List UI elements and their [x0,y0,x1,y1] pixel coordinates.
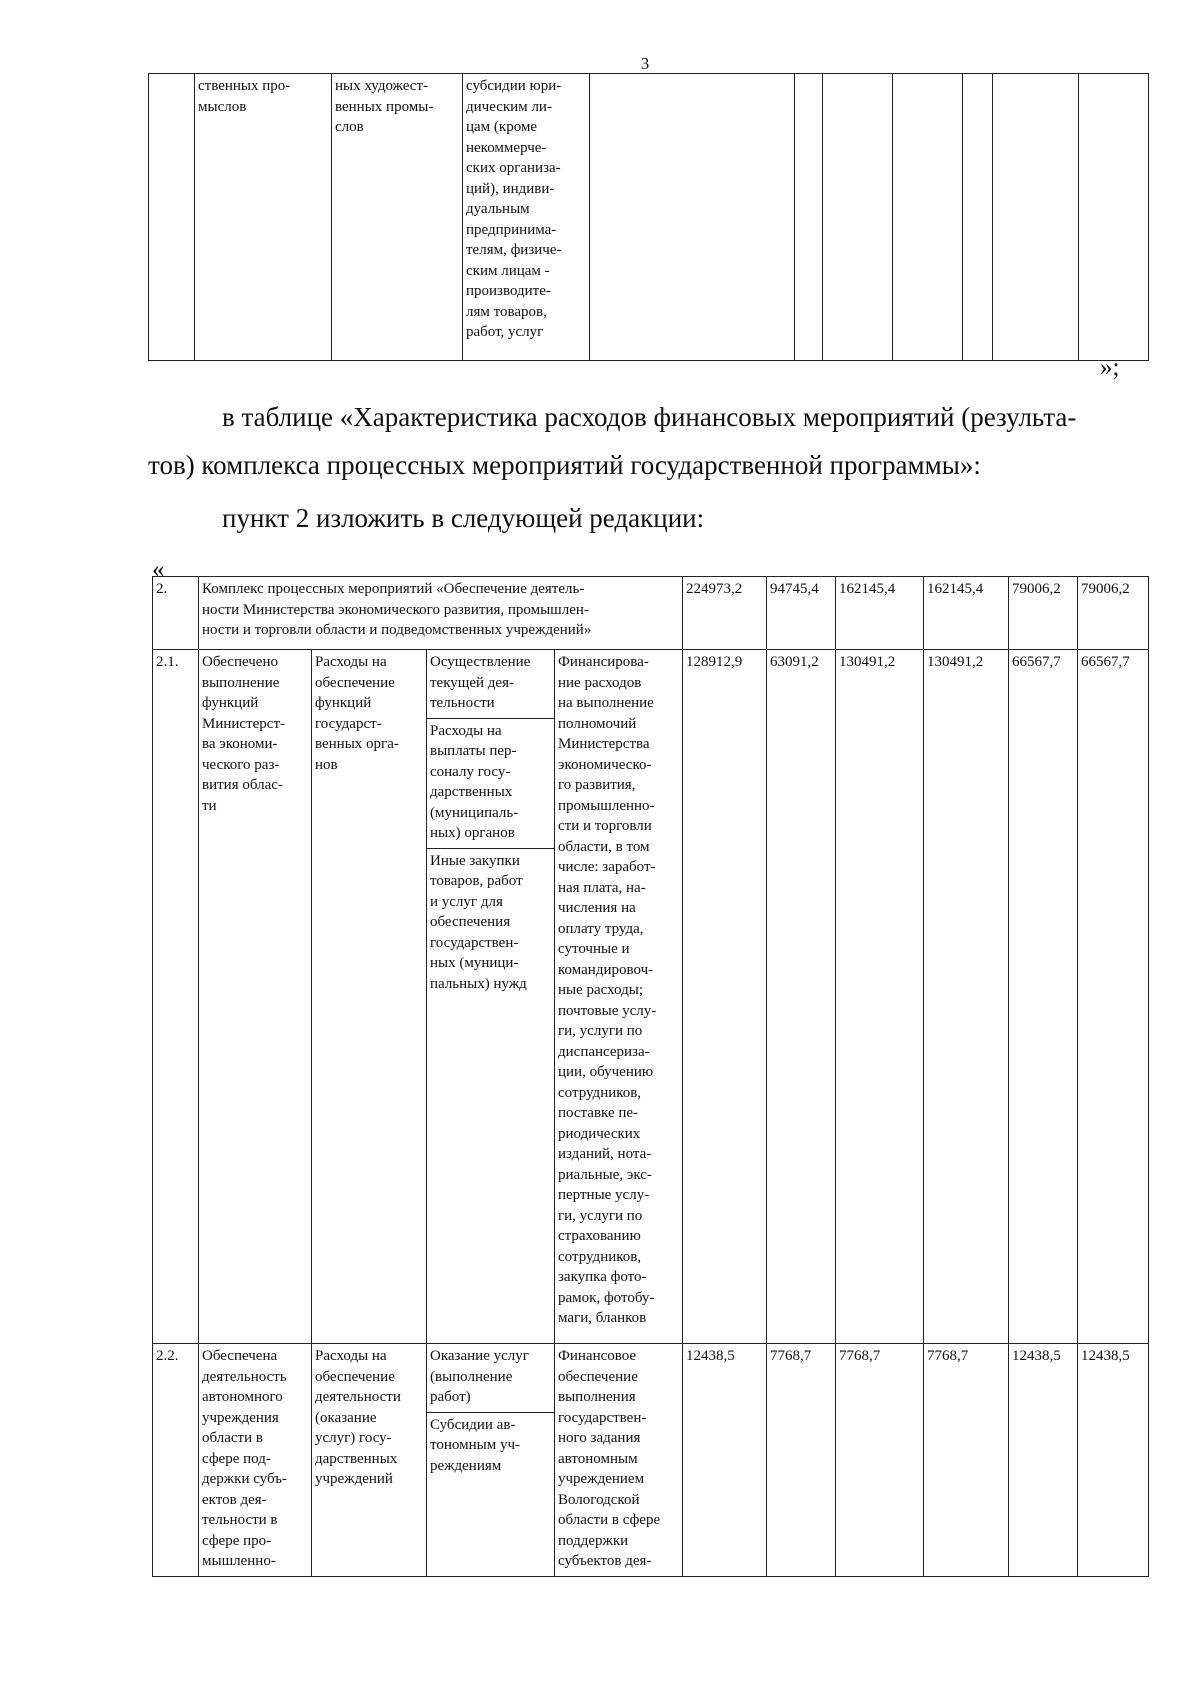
measure-sub-1: Расходы на выплаты пер- соналу госу- дарственных (муниципаль- ных) органов [427,718,554,844]
value-cell: 79006,2 [1009,577,1078,650]
expenses-table [152,576,1149,1577]
top-table-cell-2: ных художест- венных промы- слов [332,74,463,361]
table-row-2-2 [153,1344,1149,1577]
top-table-cell-3: субсидии юри- дическим ли- цам (кроме некоммерче- ских организа- ций), индиви- дуальным предпринима- телям, физиче- ским лицам - производите- лям товаров, работ, услуг [463,74,590,361]
row-number: 2.2. [153,1344,199,1577]
row-number: 2. [153,577,199,650]
value-cell: 63091,2 [767,650,836,1344]
row-number: 2.1. [153,650,199,1344]
value-cell: 94745,4 [767,577,836,650]
value-cell: 7768,7 [767,1344,836,1577]
value-cell: 12438,5 [1009,1344,1078,1577]
value-cell: 130491,2 [924,650,1009,1344]
value-cell: 130491,2 [836,650,924,1344]
top-table-cell-1: ственных про- мыслов [195,74,332,361]
table-row-2 [153,577,1149,650]
measure-text: Осуществление текущей дея- тельности [430,654,531,711]
table-row-2-1 [153,650,1149,1344]
opening-quote: « [152,556,165,583]
top-table [148,73,1149,361]
paragraph-1: в таблице «Характеристика расходов финансовых мероприятий (результа- [222,402,1077,432]
expense-type-cell: Расходы на обеспечение деятельности (оказание услуг) госу- дарственных учреждений [312,1344,427,1577]
top-table-cell-empty [893,74,963,361]
top-table-row [149,74,1149,361]
top-table-cell-empty [823,74,893,361]
value-cell: 162145,4 [836,577,924,650]
value-cell: 7768,7 [836,1344,924,1577]
measure-cell [427,650,555,1344]
value-cell: 12438,5 [1078,1344,1149,1577]
value-cell: 162145,4 [924,577,1009,650]
value-cell: 224973,2 [683,577,767,650]
top-table-cell-empty [149,74,195,361]
description-cell: Финансовое обеспечение выполнения государствен- ного задания автономным учреждением Вологодской области в сфере поддержки субъектов дея- [555,1344,683,1577]
top-table-cell-empty [963,74,993,361]
measure-cell [427,1344,555,1577]
expense-type-cell: Расходы на обеспечение функций государст- венных орга- нов [312,650,427,1344]
top-table-cell-empty [993,74,1079,361]
measure-sub-2: Иные закупки товаров, работ и услуг для обеспечения государствен- ных (муници- пальных) нужд [427,848,554,995]
top-table-cell-empty [1079,74,1149,361]
paragraph-2: тов) комплекса процессных мероприятий государственной программы»: [148,450,981,480]
value-cell: 66567,7 [1078,650,1149,1344]
value-cell: 12438,5 [683,1344,767,1577]
value-cell: 66567,7 [1009,650,1078,1344]
result-cell: Обеспечена деятельность автономного учреждения области в сфере под- держки субъ- ектов дея- тельности в сфере про- мышленно- [199,1344,312,1577]
page-number: 3 [640,54,650,73]
measure-sub-1: Субсидии ав- тономным уч- реждениям [427,1412,554,1477]
value-cell: 7768,7 [924,1344,1009,1577]
measure-text: Оказание услуг (выполнение работ) [430,1348,529,1405]
top-table-cell-empty [590,74,795,361]
paragraph-3: пункт 2 изложить в следующей редакции: [222,503,705,533]
value-cell: 79006,2 [1078,577,1149,650]
value-cell: 128912,9 [683,650,767,1344]
closing-quote: »; [1100,354,1120,381]
result-cell: Обеспечено выполнение функций Министерст- ва экономи- ческого раз- вития облас- ти [199,650,312,1344]
description-cell: Финансирова- ние расходов на выполнение полномочий Министерства экономическо- го развития, промышленно- сти и торговли области, в том числе: заработ- ная плата, на- числения на оплату труда, суточные и командировоч- ные расходы; почтовые услу- ги, услуги по диспансериза- ции, обучению сотрудников, поставке пе- риодических изданий, нота- риальные, экс- пертные услу- ги, услуги по страхованию сотрудников, закупка фото- рамок, фотобу- маги, бланков [555,650,683,1344]
row-title: Комплекс процессных мероприятий «Обеспечение деятель- ности Министерства экономического развития, промышлен- ности и торговли области и подведомственных учреждений» [199,577,683,650]
top-table-cell-empty [795,74,823,361]
